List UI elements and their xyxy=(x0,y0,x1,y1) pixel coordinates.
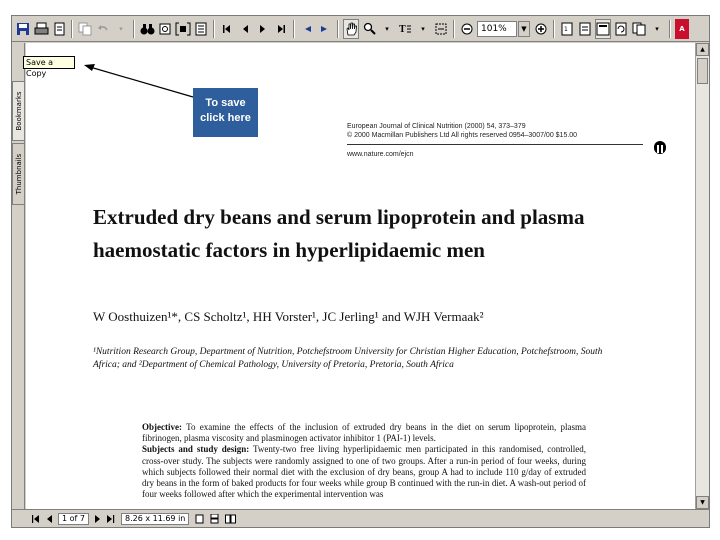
rotate-page-icon xyxy=(615,22,627,36)
fit-page-icon xyxy=(579,22,591,36)
zoom-tool-button[interactable] xyxy=(361,19,377,39)
last-page-icon xyxy=(276,24,286,34)
document-properties-button[interactable] xyxy=(193,19,209,39)
page-indicator[interactable]: 1 of 7 xyxy=(58,513,89,525)
svg-text:1: 1 xyxy=(564,25,568,33)
scroll-down-button[interactable]: ▼ xyxy=(696,496,709,509)
arrow-back-icon xyxy=(302,24,312,34)
single-page-layout-button[interactable] xyxy=(195,514,204,524)
journal-rule xyxy=(347,144,643,145)
svg-text:T: T xyxy=(399,23,406,35)
hand-icon xyxy=(345,22,358,36)
adobe-logo-button[interactable]: A xyxy=(675,19,689,39)
zoom-in-icon xyxy=(535,23,547,35)
journal-url[interactable]: www.nature.com/ejcn xyxy=(347,151,414,158)
continuous-layout-button[interactable] xyxy=(210,514,219,524)
save-copy-button[interactable] xyxy=(15,19,31,39)
zoom-out-button[interactable] xyxy=(459,19,475,39)
objective-text: To examine the effects of the inclusion of extruded dry beans in the diet on serum lipoprotein, plasma fibrinogen, plasma viscosity and plasminogen activator inhibitor 1 (PAI-1) levels. xyxy=(142,422,586,444)
toolbar-separator xyxy=(293,20,295,38)
document-pages-dropdown[interactable]: ▾ xyxy=(655,24,659,33)
floppy-disk-icon xyxy=(16,22,30,36)
pages-icon xyxy=(632,22,647,36)
journal-citation: European Journal of Clinical Nutrition (2000) 54, 373–379 xyxy=(347,123,526,130)
publisher-logo-icon xyxy=(653,139,667,155)
copy-button[interactable] xyxy=(77,19,93,39)
forward-button[interactable] xyxy=(317,19,333,39)
last-page-status-button[interactable] xyxy=(107,515,115,523)
email-button[interactable] xyxy=(51,19,67,39)
tab-bookmarks[interactable] xyxy=(12,81,25,141)
affiliation-line2: Africa; and ²Department of Chemical Pathology, University of Pretoria, Pretoria, South Africa xyxy=(93,360,454,370)
abstract-design xyxy=(142,444,586,500)
first-page-button[interactable] xyxy=(219,19,235,39)
hand-tool-button[interactable] xyxy=(343,19,359,39)
find-text-icon xyxy=(158,22,172,36)
brackets-icon xyxy=(175,22,191,36)
fit-page-button[interactable] xyxy=(577,19,593,39)
text-select-button[interactable] xyxy=(397,19,413,39)
copy-icon xyxy=(78,22,92,36)
first-page-icon xyxy=(222,24,232,34)
design-text: Twenty-two free living hyperlipidaemic men participated in this randomised, controlled, cross-over study. The subjects were randomly assigned to one of two groups. After a run-in period of four weeks, during which subjects followed their normal diet with the exclusion of dry beans, group A had to include 110 g/day of extruded dry beans in the form of baked products for four weeks while group B continued with the run-in diet. A wash-out period of four weeks followed after which the experimental intervention was xyxy=(142,444,586,500)
back-button[interactable] xyxy=(299,19,315,39)
toolbar xyxy=(12,16,709,42)
previous-page-status-button[interactable] xyxy=(46,515,52,523)
design-label: Subjects and study design: xyxy=(142,444,250,455)
rotate-view-button[interactable] xyxy=(613,19,629,39)
triangle-right-icon xyxy=(259,24,267,34)
print-button[interactable] xyxy=(33,19,49,39)
next-page-button[interactable] xyxy=(255,19,271,39)
paper-authors: W Oosthuizen¹*, CS Scholtz¹, HH Vorster¹, JC Jerling¹ and WJH Vermaak² xyxy=(93,309,484,324)
journal-copyright: © 2000 Macmillan Publishers Ltd All rights reserved 0954–3007/00 $15.00 xyxy=(347,132,578,139)
save-copy-tooltip: Save a Copy xyxy=(23,56,75,69)
zoom-out-icon xyxy=(461,23,473,35)
toolbar-separator xyxy=(71,20,73,38)
abstract-objective xyxy=(142,422,586,444)
undo-dropdown[interactable]: ▾ xyxy=(119,24,123,33)
fit-width-icon xyxy=(596,22,610,36)
fit-width-button[interactable] xyxy=(595,19,611,39)
acrobat-window xyxy=(11,15,710,528)
snapshot-button[interactable] xyxy=(433,19,449,39)
page-lines-icon xyxy=(195,22,207,36)
page-size-readout: 8.26 x 11.69 in xyxy=(121,513,189,525)
previous-page-button[interactable] xyxy=(237,19,253,39)
triangle-left-icon xyxy=(241,24,249,34)
zoom-level-input[interactable]: 101% xyxy=(477,21,517,37)
text-select-dropdown[interactable]: ▾ xyxy=(421,24,425,33)
vertical-scrollbar[interactable] xyxy=(695,43,709,509)
paper-abstract xyxy=(142,422,586,500)
paper-title-line2: haemostatic factors in hyperlipidaemic men xyxy=(93,238,485,262)
status-bar xyxy=(12,509,709,527)
navigation-pane-tabs xyxy=(12,43,25,509)
callout-line2: click here xyxy=(200,112,251,124)
toolbar-separator xyxy=(669,20,671,38)
tab-thumbnails[interactable] xyxy=(12,143,25,205)
affiliation-line1: ¹Nutrition Research Group, Department of Nutrition, Potchefstroom University for Christian Higher Education, Potchefstroom, South xyxy=(93,347,603,357)
continuous-page-icon xyxy=(210,514,219,524)
actual-size-icon xyxy=(561,22,573,36)
magnifier-icon xyxy=(363,22,376,35)
scroll-up-button[interactable]: ▲ xyxy=(696,43,709,56)
tab-thumbnails-label: Thumbnails xyxy=(14,153,23,195)
last-page-button[interactable] xyxy=(273,19,289,39)
document-view[interactable] xyxy=(26,43,695,509)
text-select-icon xyxy=(398,22,412,36)
undo-icon xyxy=(97,23,109,35)
single-page-icon xyxy=(195,514,204,524)
zoom-tool-dropdown[interactable]: ▾ xyxy=(385,24,389,33)
objective-label: Objective: xyxy=(142,422,182,432)
document-pages-button[interactable] xyxy=(631,19,647,39)
graphics-select-icon xyxy=(434,22,448,36)
facing-layout-button[interactable] xyxy=(225,514,236,524)
toolbar-separator xyxy=(213,20,215,38)
triangle-left-icon xyxy=(46,515,52,523)
search-button[interactable] xyxy=(139,19,155,39)
paper-affiliations xyxy=(93,346,638,372)
first-page-status-button[interactable] xyxy=(32,515,40,523)
paper-title-line1: Extruded dry beans and serum lipoprotein and plasma xyxy=(93,205,585,229)
binoculars-icon xyxy=(140,22,155,36)
instruction-callout xyxy=(193,88,258,137)
paper-title xyxy=(93,201,603,267)
actual-size-button[interactable] xyxy=(559,19,575,39)
scroll-thumb[interactable] xyxy=(697,58,708,84)
zoom-level-dropdown[interactable]: ▼ xyxy=(518,21,530,37)
first-page-icon xyxy=(32,515,40,523)
last-page-icon xyxy=(107,515,115,523)
toolbar-separator xyxy=(133,20,135,38)
printer-icon xyxy=(34,22,49,36)
toolbar-separator xyxy=(453,20,455,38)
arrow-forward-icon xyxy=(320,24,330,34)
toolbar-separator xyxy=(337,20,339,38)
facing-pages-icon xyxy=(225,514,236,524)
next-page-status-button[interactable] xyxy=(95,515,101,523)
find-button[interactable] xyxy=(157,19,173,39)
triangle-right-icon xyxy=(95,515,101,523)
reflow-button[interactable] xyxy=(175,19,191,39)
toolbar-separator xyxy=(553,20,555,38)
zoom-in-button[interactable] xyxy=(533,19,549,39)
tab-bookmarks-label: Bookmarks xyxy=(14,91,23,131)
undo-button[interactable] xyxy=(95,19,111,39)
document-icon xyxy=(53,22,66,36)
callout-line1: To save xyxy=(205,97,246,109)
